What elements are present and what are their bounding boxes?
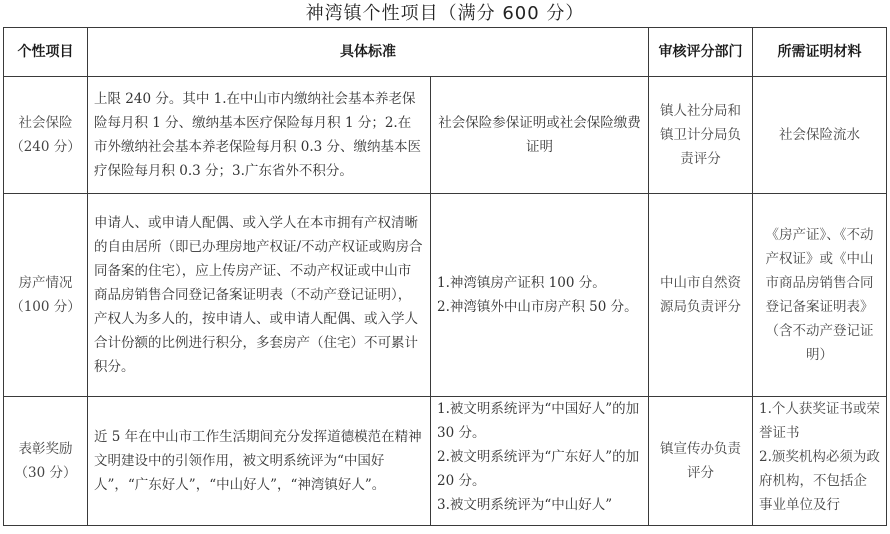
item-name: 表彰奖励: [18, 441, 73, 457]
sub-standard-line: 1.被文明系统评为“中国好人”的加 30 分。: [437, 401, 640, 441]
sub-standard-cell: [431, 397, 649, 526]
sub-standard-line: 2.被文明系统评为“广东好人”的加 20 分。: [437, 449, 640, 489]
item-cell: [4, 77, 88, 194]
header-documents: 所需证明材料: [753, 28, 887, 77]
department-cell: 镇宣传办负责评分: [649, 397, 753, 526]
standard-cell: 申请人、或申请人配偶、或入学人在本市拥有产权清晰的自由居所（即已办理房地产权证/不动产权证或购房合同备案的住宅），应上传房产证、不动产权证或中山市商品房销售合同登记备案证明表（不动产登记证明），产权人为多人的，按申请人、或申请人配偶、或入学人合计份额的比例进行积分，多套房产（住宅）不可累计积分。: [88, 194, 431, 397]
department-cell: 中山市自然资源局负责评分: [649, 194, 753, 397]
header-standard: 具体标准: [88, 28, 649, 77]
sub-standard-line: 2.神湾镇外中山市房产积 50 分。: [437, 299, 638, 315]
table-row: [4, 194, 887, 397]
item-score: （240 分）: [10, 139, 81, 155]
sub-standard-line: 1.神湾镇房产证积 100 分。: [437, 275, 606, 291]
page-title: 神湾镇个性项目（满分 600 分）: [305, 3, 585, 24]
item-cell: [4, 194, 88, 397]
personal-items-table: [3, 27, 887, 526]
table-row: [4, 77, 887, 194]
header-department: 审核评分部门: [649, 28, 753, 77]
item-score: （100 分）: [10, 299, 81, 315]
header-item: 个性项目: [4, 28, 88, 77]
sub-standard-line: 3.被文明系统评为“中山好人”: [437, 497, 613, 513]
item-score: （30 分）: [14, 465, 77, 481]
documents-line: 2.颁奖机构必须为政府机构，不包括企事业单位及行: [759, 449, 880, 513]
standard-cell: 上限 240 分。其中 1.在中山市内缴纳社会基本养老保险每月积 1 分、缴纳基本医疗保险每月积 1 分；2.在市外缴纳社会基本养老保险每月积 0.3 分、缴纳基本医疗保险每月积 0.3 分；3.广东省外不积分。: [88, 77, 431, 194]
item-name: 社会保险: [18, 115, 73, 131]
sub-standard-cell: [431, 194, 649, 397]
standard-cell: 近 5 年在中山市工作生活期间充分发挥道德模范在精神文明建设中的引领作用，被文明系统评为“中国好人”，“广东好人”，“中山好人”，“神湾镇好人”。: [88, 397, 431, 526]
item-name: 房产情况: [18, 275, 73, 291]
table-header-row: [4, 28, 887, 77]
department-cell: 镇人社分局和镇卫计分局负责评分: [649, 77, 753, 194]
documents-cell: 社会保险流水: [753, 77, 887, 194]
sub-standard-cell: 社会保险参保证明或社会保险缴费证明: [431, 77, 649, 194]
documents-cell: 《房产证》、《不动产权证》或《中山市商品房销售合同登记备案证明表》（含不动产登记证明）: [753, 194, 887, 397]
table-row: [4, 397, 887, 526]
item-cell: [4, 397, 88, 526]
documents-cell: [753, 397, 887, 526]
documents-line: 1.个人获奖证书或荣誉证书: [759, 401, 880, 441]
